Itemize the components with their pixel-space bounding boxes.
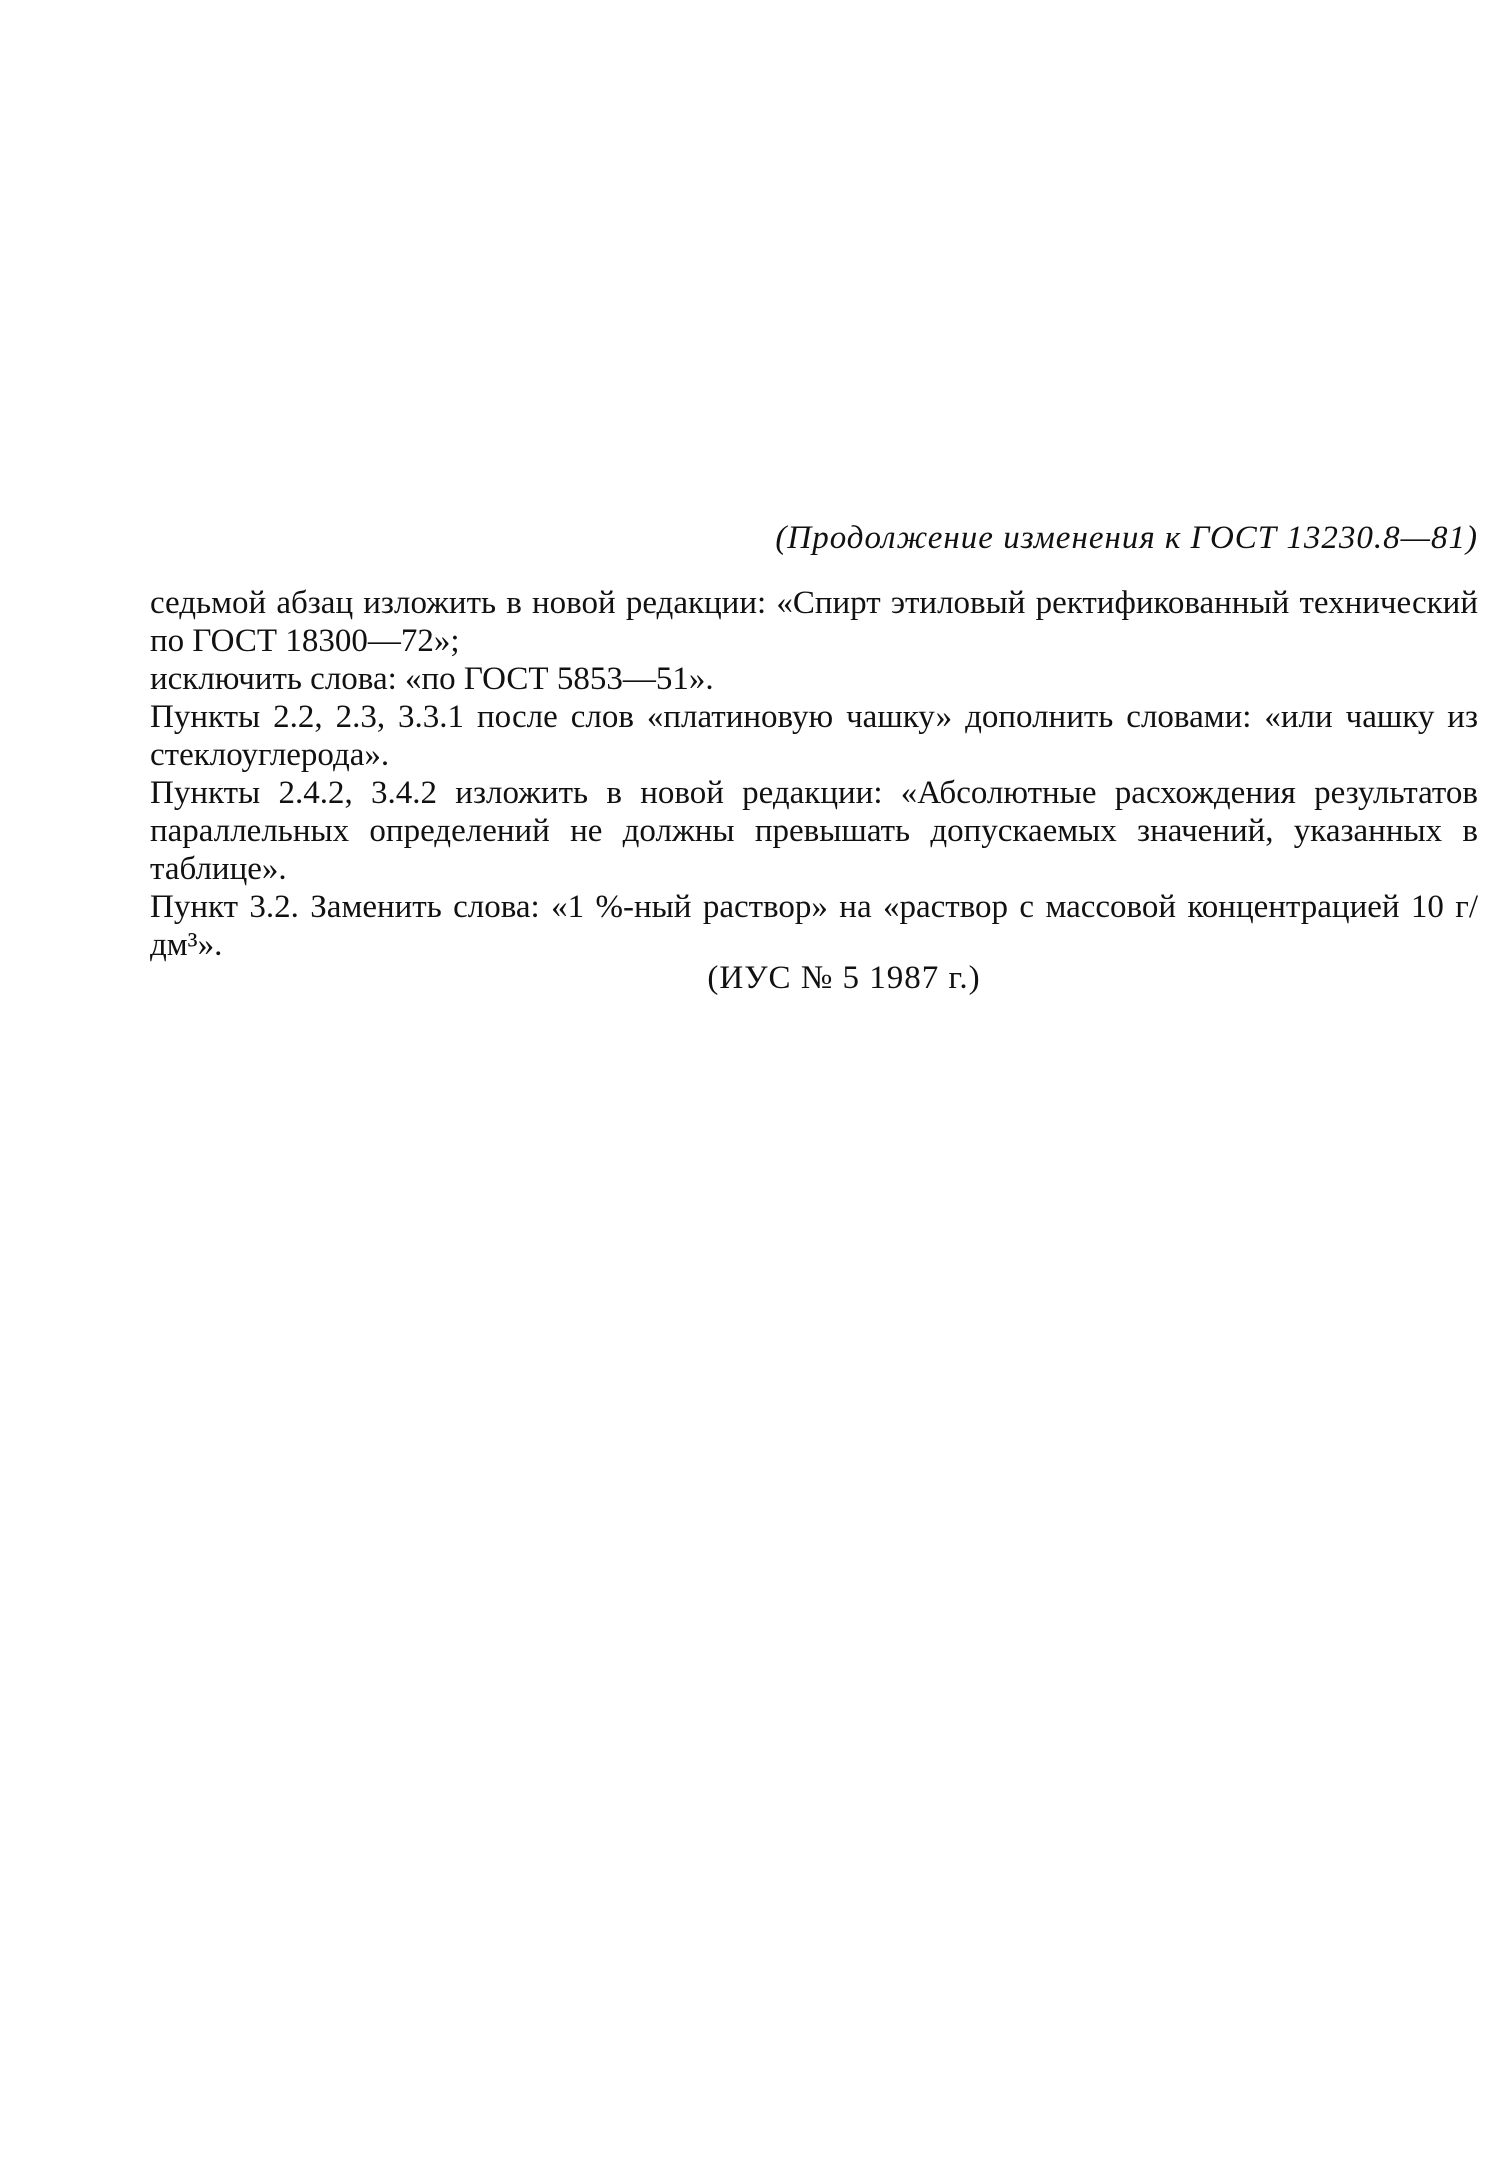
ius-reference: (ИУС № 5 1987 г.) [707,960,981,996]
paragraph-points-2-4-2: Пункты 2.4.2, 3.4.2 изложить в новой редакции: «Абсолютные расхождения результатов параллельных определений не должны превышать допускаемых значений, указанных в таблице». [150,775,1478,887]
paragraph-points-2-2: Пункты 2.2, 2.3, 3.3.1 после слов «платиновую чашку» дополнить словами: «или чашку из стеклоуглерода». [150,699,1478,773]
paragraph-exclude-words: исключить слова: «по ГОСТ 5853—51». [150,661,714,697]
amendment-text [150,584,1478,964]
paragraph-point-3-2: Пункт 3.2. Заменить слова: «1 %-ный раствор» на «раствор с массовой концентрацией 10 г/дм³». [150,889,1478,963]
paragraph-seventh-item: седьмой абзац изложить в новой редакции: «Спирт этиловый ректификованный технический по ГОСТ 18300—72»; [150,585,1478,659]
continuation-heading: (Продолжение изменения к ГОСТ 13230.8—81) [775,520,1478,556]
